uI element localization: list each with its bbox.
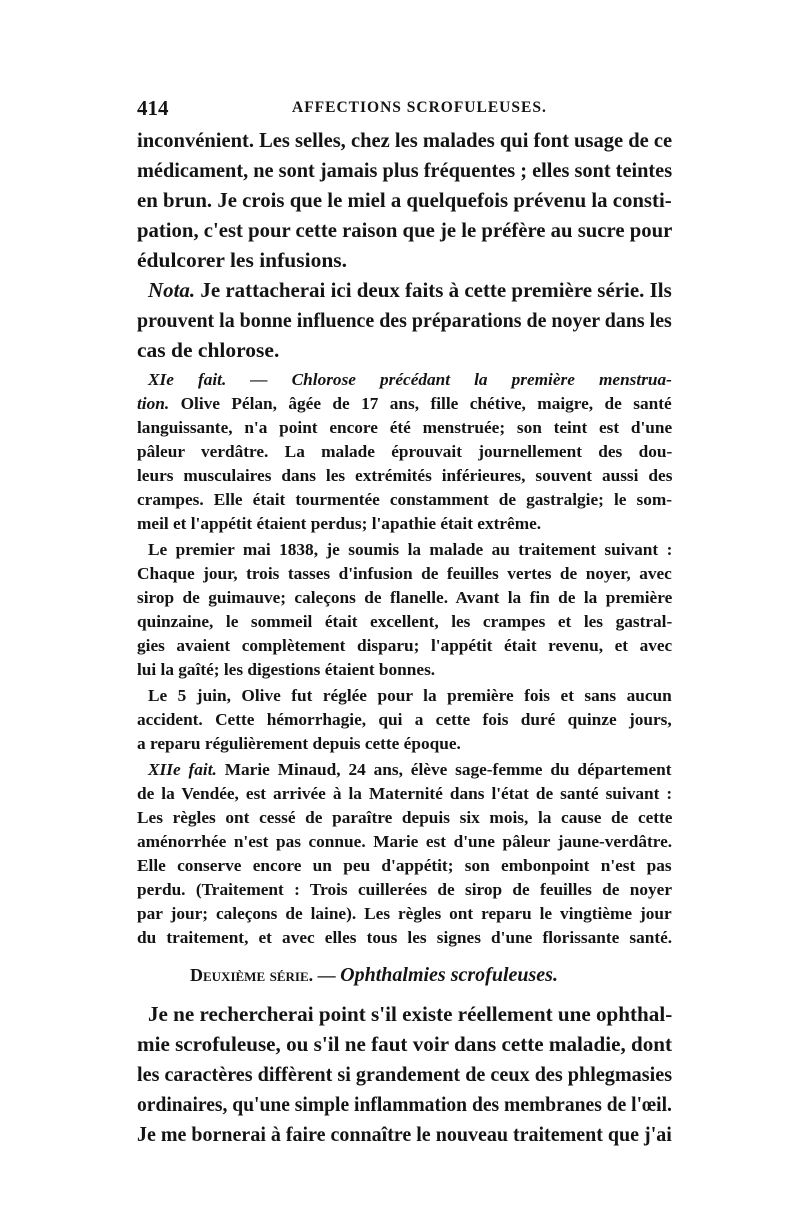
text-line: languissante, n'a point encore été menstruée; son teint est d'une <box>137 418 673 437</box>
text-line: leurs musculaires dans les extrémités inférieures, souvent aussi des <box>137 466 673 485</box>
text-line: en brun. Je crois que le miel a quelquefois prévenu la consti- <box>137 188 672 212</box>
text-line: par jour; caleçons de laine). Les règles ont reparu le vingtième jour <box>137 904 672 923</box>
text-line: inconvénient. Les selles, chez les malades qui font usage de ce <box>137 128 673 152</box>
text-line: de la Vendée, est arrivée à la Maternité dans l'état de santé suivant : <box>137 784 673 803</box>
text-line: médicament, ne sont jamais plus fréquentes ; elles sont teintes <box>137 158 673 182</box>
section-label: Deuxième série. — <box>190 965 341 985</box>
text-line: perdu. (Traitement : Trois cuillerées de sirop de feuilles de noyer <box>137 880 673 899</box>
section-title: Ophthalmies scrofuleuses. <box>340 964 558 986</box>
text-line: meil et l'appétit étaient perdus; l'apathie était extrême. <box>137 514 542 533</box>
text-line: cas de chlorose. <box>137 338 280 362</box>
text-line: tion. Olive Pélan, âgée de 17 ans, fille chétive, maigre, de santé <box>137 394 672 413</box>
text-line: ordinaires, qu'une simple inflammation des membranes de l'œil. <box>137 1092 672 1116</box>
running-title: AFFECTIONS SCROFULEUSES. <box>292 99 547 116</box>
section-heading <box>190 964 558 987</box>
text-line: Les règles ont cessé de paraître depuis six mois, la cause de cette <box>137 808 673 827</box>
text-line: Elle conserve encore un peu d'appétit; son embonpoint n'est pas <box>137 856 672 875</box>
text-line: aménorrhée n'est pas connue. Marie est d'une pâleur jaune-verdâtre. <box>137 832 673 851</box>
text-line: gies avaient complètement disparu; l'appétit était revenu, et avec <box>137 636 673 655</box>
text-line: crampes. Elle était tourmentée constamment de gastralgie; le som- <box>137 490 673 509</box>
text-line: Chaque jour, trois tasses d'infusion de feuilles vertes de noyer, avec <box>137 564 672 583</box>
page-header <box>137 96 672 120</box>
fait-11-heading: XIe fait. — Chlorose précédant la première menstrua- <box>148 370 672 389</box>
text-line: XIIe fait. Marie Minaud, 24 ans, élève sage-femme du département <box>148 760 672 779</box>
text-line: Le 5 juin, Olive fut réglée pour la première fois et sans aucun <box>148 686 672 705</box>
page-number: 414 <box>137 96 169 120</box>
fait-12-heading: XIIe fait. <box>148 760 217 779</box>
nota-line <box>148 278 672 303</box>
text-line: Le premier mai 1838, je soumis la malade au traitement suivant : <box>148 540 673 559</box>
text-line: lui la gaîté; les digestions étaient bonnes. <box>137 660 436 679</box>
text-line: pâleur verdâtre. La malade éprouvait journellement des dou- <box>137 442 673 461</box>
text-line: Je me bornerai à faire connaître le nouveau traitement que j'ai <box>137 1122 672 1146</box>
text-line: les caractères diffèrent si grandement de ceux des phlegmasies <box>137 1062 673 1086</box>
text-line: quinzaine, le sommeil était excellent, les crampes et les gastral- <box>137 612 673 631</box>
text-line: prouvent la bonne influence des préparations de noyer dans les <box>137 308 672 332</box>
fait-11-heading-end: tion. <box>137 394 170 413</box>
nota-text: Je rattacherai ici deux faits à cette première série. Ils <box>195 278 672 302</box>
text-line: accident. Cette hémorrhagie, qui a cette fois duré quinze jours, <box>137 710 672 729</box>
text-line: a reparu régulièrement depuis cette époque. <box>137 734 461 753</box>
text-line: pation, c'est pour cette raison que je le préfère au sucre pour <box>137 218 673 242</box>
text-line: mie scrofuleuse, ou s'il ne faut voir dans cette maladie, dont <box>137 1032 673 1056</box>
nota-label: Nota. <box>148 278 196 302</box>
text-line: du traitement, et avec elles tous les signes d'une florissante santé. <box>137 928 673 947</box>
text-line: sirop de guimauve; caleçons de flanelle. Avant la fin de la première <box>137 588 673 607</box>
text-line: Je ne rechercherai point s'il existe réellement une ophthal- <box>148 1002 673 1026</box>
text-line: édulcorer les infusions. <box>137 248 348 272</box>
